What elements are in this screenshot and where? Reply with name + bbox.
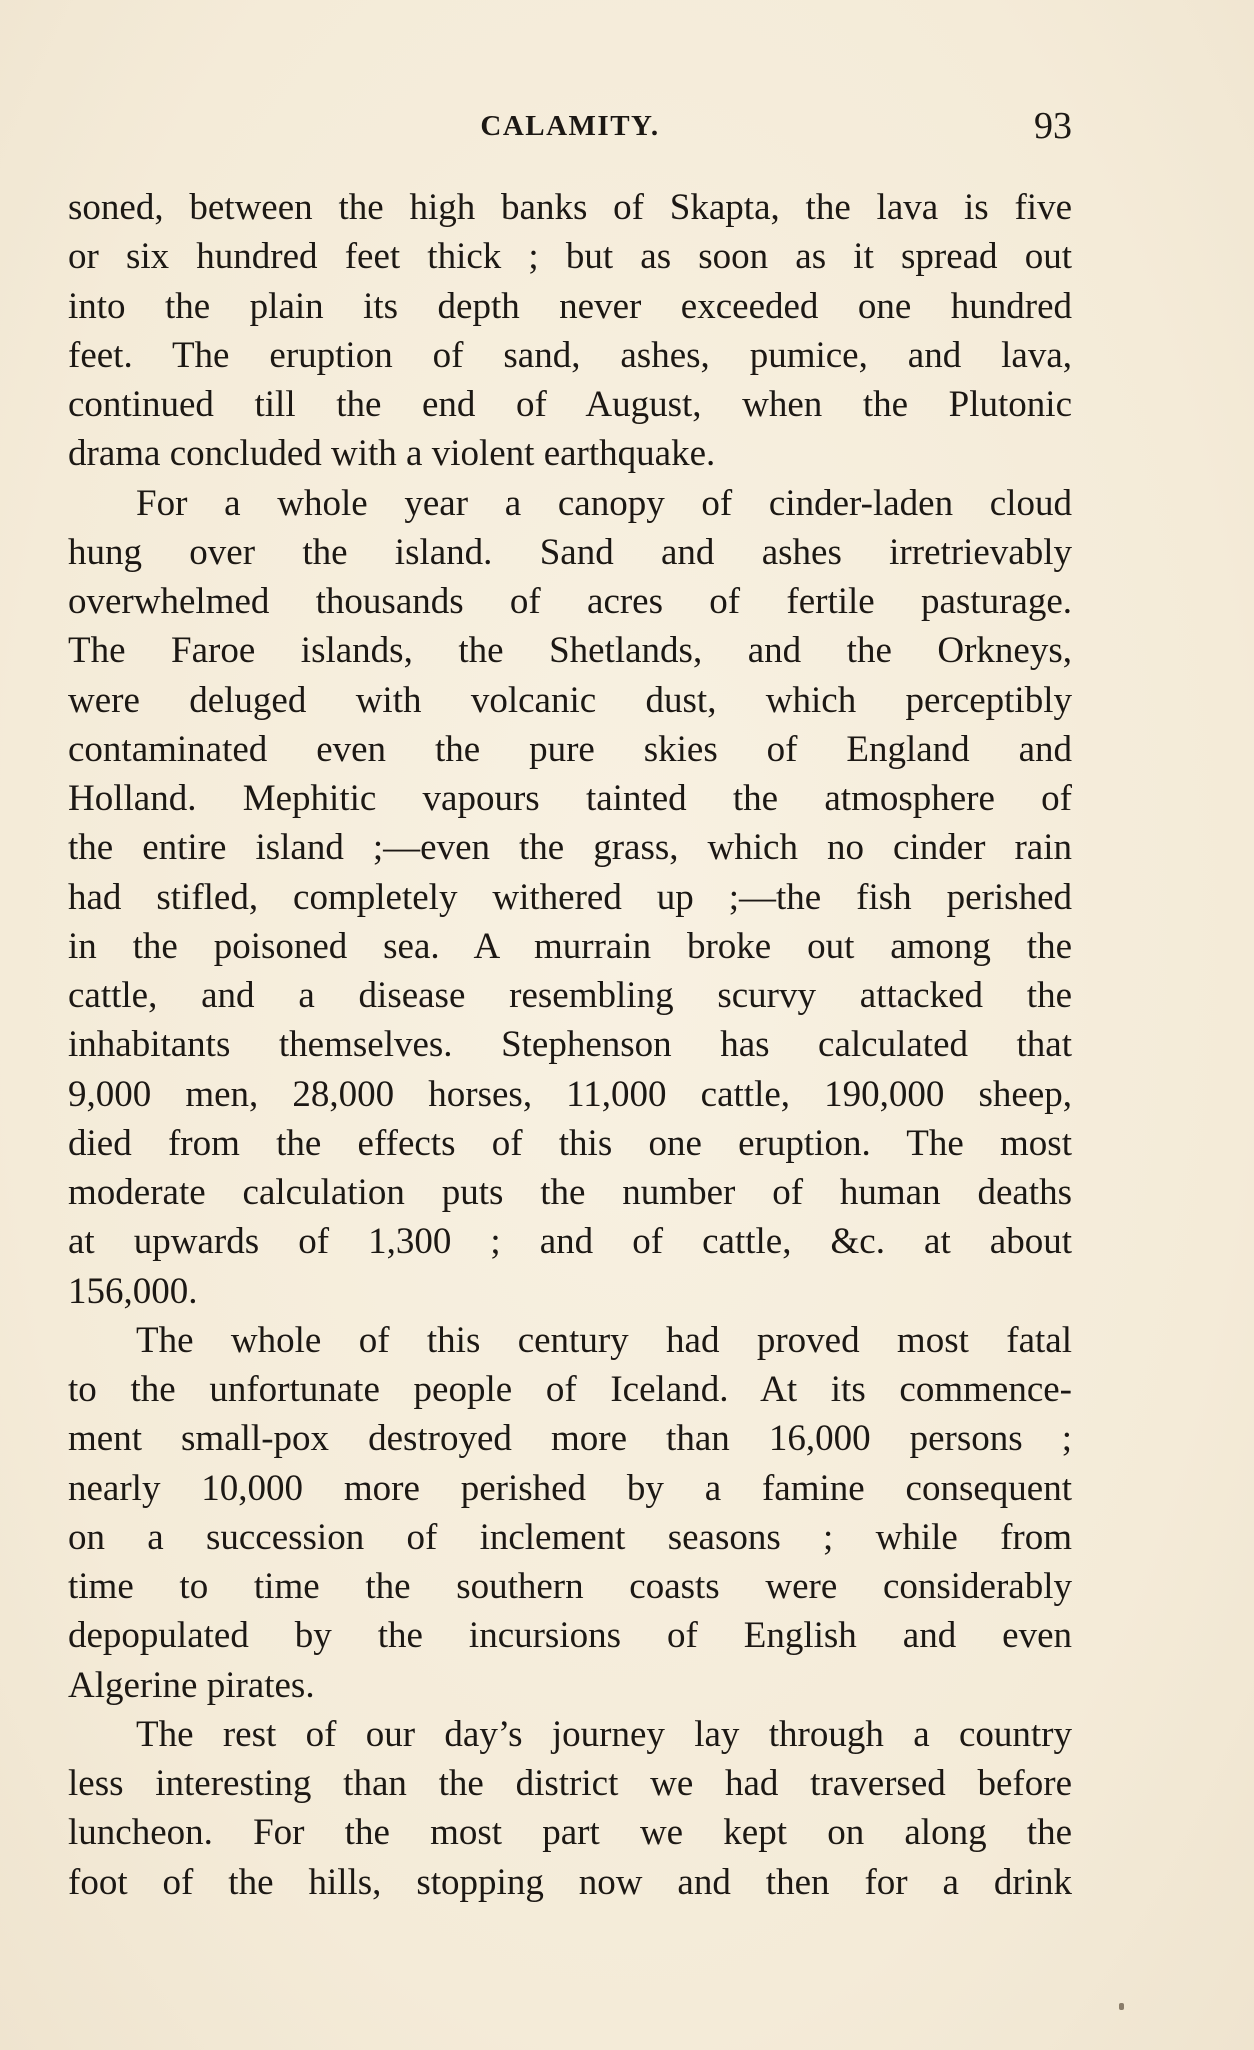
text-line: 9,000 men, 28,000 horses, 11,000 cattle, 190,000 sheep, [68,1073,1072,1115]
text-line: cattle, and a disease resembling scurvy attacked the [68,975,1072,1016]
print-speck [1119,2003,1124,2010]
chapter-header: CALAMITY. [480,110,660,142]
text-line: inhabitants themselves. Stephenson has calculated that [68,1024,1072,1066]
text-line: had stifled, completely withered up ;—the fish perished [68,876,1072,918]
text-line: feet. The eruption of sand, ashes, pumice, and lava, [68,334,1072,376]
text-line: the entire island ;—even the grass, which no cinder rain [68,827,1072,869]
text-line: Holland. Mephitic vapours tainted the atmosphere of [68,778,1072,819]
text-line: or six hundred feet thick ; but as soon as it spread out [68,236,1072,278]
text-line: moderate calculation puts the number of human deaths [68,1172,1072,1213]
body-text [68,183,1072,1907]
text-line: nearly 10,000 more perished by a famine consequent [68,1467,1072,1509]
text-line: continued till the end of August, when the Plutonic [68,384,1072,425]
text-line: time to time the southern coasts were considerably [68,1566,1072,1607]
text-line: on a succession of inclement seasons ; while from [68,1516,1072,1558]
text-line: contaminated even the pure skies of England and [68,728,1072,770]
text-line: depopulated by the incursions of English and even [68,1615,1072,1657]
text-line: hung over the island. Sand and ashes irretrievably [68,531,1072,573]
text-line: foot of the hills, stopping now and then for a drink [68,1861,1072,1903]
text-line: For a whole year a canopy of cinder-laden cloud [136,482,1072,524]
text-line: drama concluded with a violent earthquake. [68,433,716,475]
page-number: 93 [1034,105,1072,147]
running-head [68,104,1072,152]
text-line: soned, between the high banks of Skapta, the lava is five [68,187,1072,228]
text-line: The rest of our day’s journey lay through a country [136,1713,1072,1755]
text-line: ment small-pox destroyed more than 16,000 persons ; [68,1418,1072,1460]
text-line: in the poisoned sea. A murrain broke out among the [68,925,1072,967]
text-line: at upwards of 1,300 ; and of cattle, &c. at about [68,1221,1072,1263]
text-line: less interesting than the district we had traversed before [68,1763,1072,1804]
text-line: were deluged with volcanic dust, which perceptibly [68,679,1072,721]
text-line: to the unfortunate people of Iceland. At its commence- [68,1369,1072,1410]
text-line: overwhelmed thousands of acres of fertile pasturage. [68,581,1072,622]
text-line: The Faroe islands, the Shetlands, and the Orkneys, [68,630,1072,672]
text-line: died from the effects of this one eruption. The most [68,1122,1072,1164]
text-line: Algerine pirates. [68,1664,315,1706]
text-line: into the plain its depth never exceeded one hundred [68,285,1072,327]
text-line: luncheon. For the most part we kept on along the [68,1812,1072,1854]
text-line: The whole of this century had proved most fatal [136,1319,1072,1361]
text-line: 156,000. [68,1270,198,1312]
